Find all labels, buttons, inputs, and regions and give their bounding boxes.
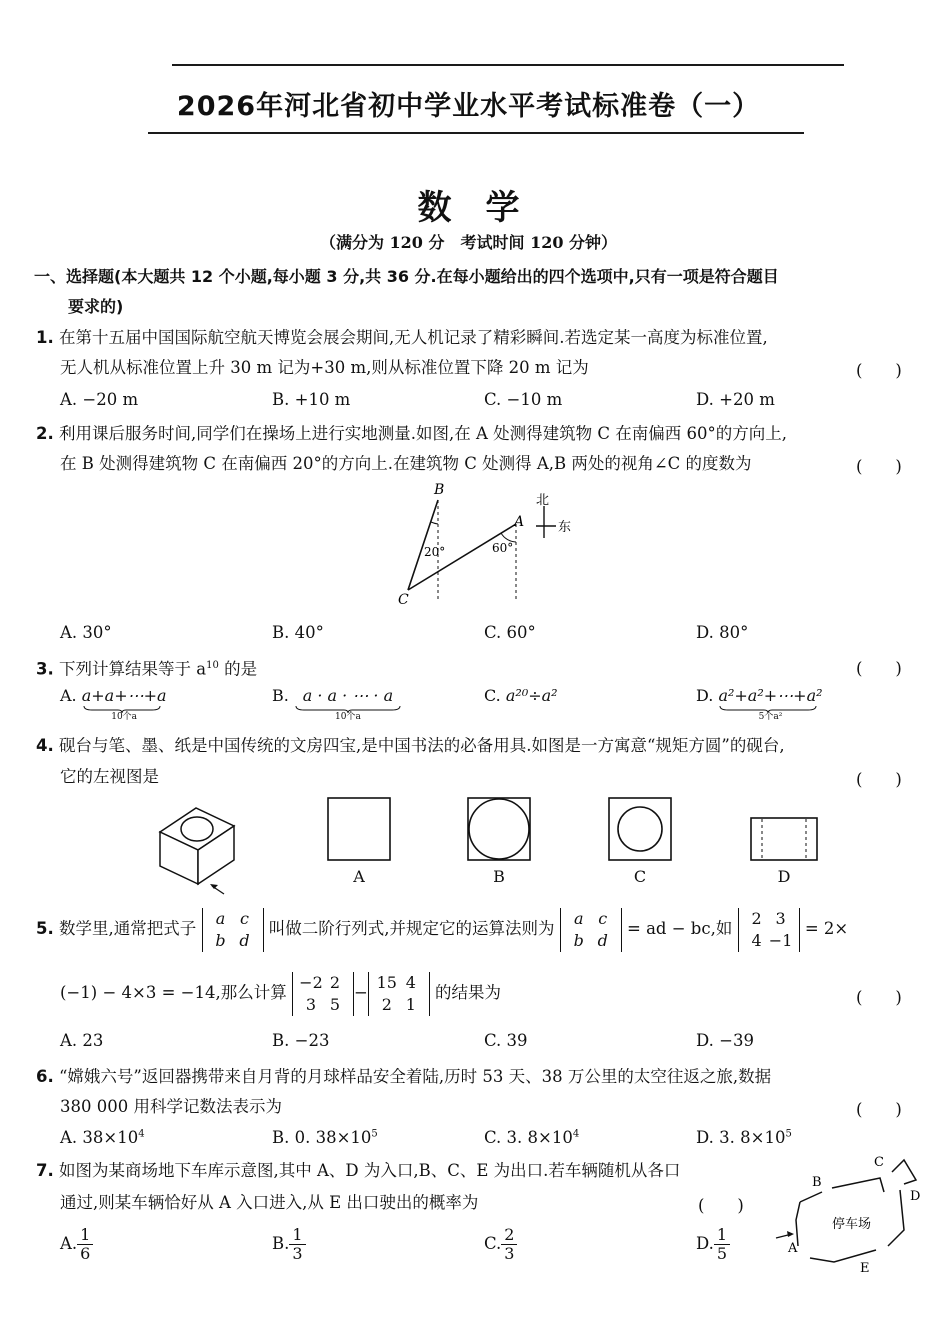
det-entry: d bbox=[239, 930, 250, 950]
option-label: C bbox=[633, 867, 647, 886]
question-text: “嫦娥六号”返回器携带来自月背的月球样品安全着陆,历时 53 天、38 万公里的太空往返之旅,数据 bbox=[59, 1067, 772, 1086]
det-entry: 3 bbox=[775, 908, 786, 928]
numerator: 2 bbox=[501, 1226, 517, 1245]
question-number: 7. bbox=[36, 1161, 54, 1180]
det-entry: c bbox=[240, 908, 249, 928]
question-text: 通过,则某车辆恰好从 A 入口进入,从 E 出口驶出的概率为 bbox=[60, 1193, 479, 1212]
option-text: D. 3. 8×10 bbox=[696, 1128, 786, 1147]
option-d[interactable] bbox=[696, 686, 823, 722]
option-c[interactable] bbox=[484, 686, 558, 705]
answer-blank[interactable]: ( ) bbox=[856, 659, 902, 678]
option-b[interactable]: B. −23 bbox=[272, 1031, 330, 1050]
det-entry: 5 bbox=[329, 994, 341, 1014]
numerator: 1 bbox=[77, 1226, 93, 1245]
fraction bbox=[289, 1226, 305, 1263]
arrowhead-icon bbox=[787, 1231, 794, 1237]
inkstone-3d-figure bbox=[150, 796, 250, 896]
option-a[interactable] bbox=[60, 686, 167, 722]
option-c[interactable]: C. 60° bbox=[484, 623, 536, 642]
question-text: (−1) − 4×3 = −14,那么计算 bbox=[60, 983, 287, 1002]
option-c[interactable] bbox=[484, 1226, 517, 1263]
question-text-line2 bbox=[60, 968, 501, 1018]
angle-b-label: 20° bbox=[424, 545, 446, 559]
point-c-label: C bbox=[398, 592, 409, 608]
question-text: 的是 bbox=[218, 659, 258, 679]
angle-a-label: 60° bbox=[492, 541, 514, 555]
option-d[interactable] bbox=[696, 1128, 792, 1147]
question-text: 的结果为 bbox=[435, 983, 502, 1002]
option-label: B. bbox=[272, 1234, 290, 1253]
denominator: 5 bbox=[716, 1244, 728, 1263]
answer-blank[interactable]: ( ) bbox=[856, 988, 902, 1007]
option-b[interactable] bbox=[467, 797, 531, 886]
point-a-label: A bbox=[514, 514, 525, 530]
minus-sign: − bbox=[353, 983, 368, 1002]
det-entry: 2 bbox=[381, 994, 392, 1014]
question-text: = 2× bbox=[804, 919, 849, 938]
option-text: A. 38×10 bbox=[60, 1128, 139, 1147]
question-text: 它的左视图是 bbox=[60, 767, 159, 786]
option-label: D. bbox=[696, 1234, 714, 1253]
option-label: D. bbox=[696, 686, 714, 705]
exponent: 4 bbox=[572, 1128, 580, 1140]
option-expression: a²+a²+⋯+a² bbox=[718, 686, 823, 705]
compass-east-label: 东 bbox=[558, 520, 572, 535]
answer-blank[interactable]: ( ) bbox=[856, 457, 902, 476]
option-b-view-icon bbox=[467, 797, 531, 861]
exponent: 4 bbox=[138, 1128, 145, 1140]
question-number: 3. bbox=[36, 659, 54, 679]
det-entry: c bbox=[598, 908, 608, 928]
fraction bbox=[501, 1226, 517, 1263]
title-underline bbox=[148, 132, 804, 134]
brace-label: 5个a² bbox=[758, 712, 783, 722]
section-heading-line1: 一、选择题(本大题共 12 个小题,每小题 3 分,共 36 分.在每小题给出的四个选项中,只有一项是符合题目 bbox=[34, 267, 779, 286]
option-label: A. bbox=[60, 1234, 78, 1253]
option-expression: a+a+⋯+a bbox=[81, 686, 167, 705]
option-d[interactable] bbox=[696, 1226, 730, 1263]
answer-blank[interactable]: ( ) bbox=[856, 770, 902, 789]
option-b[interactable] bbox=[272, 1226, 306, 1263]
option-a[interactable]: A. −20 m bbox=[60, 390, 139, 409]
exit-c-label: C bbox=[874, 1155, 884, 1170]
det-entry: 4 bbox=[751, 930, 762, 950]
question-text-line1 bbox=[36, 906, 848, 952]
option-b[interactable] bbox=[272, 1128, 378, 1147]
compass-north-label: 北 bbox=[536, 493, 550, 508]
point-b-label: B bbox=[434, 482, 445, 498]
option-c[interactable]: C. −10 m bbox=[484, 390, 563, 409]
det-entry: −2 bbox=[299, 972, 323, 992]
determinant-example bbox=[738, 908, 800, 952]
option-text: B. 0. 38×10 bbox=[272, 1128, 372, 1147]
denominator: 3 bbox=[292, 1244, 303, 1263]
option-label: B bbox=[493, 867, 505, 886]
option-expression: a · a · ⋯ · a bbox=[302, 686, 394, 705]
direction-angle-figure bbox=[390, 480, 590, 610]
fraction bbox=[714, 1226, 730, 1263]
question-number: 5. bbox=[36, 919, 54, 938]
det-entry: 3 bbox=[305, 994, 317, 1014]
option-c[interactable] bbox=[608, 797, 672, 886]
exponent: 5 bbox=[785, 1128, 792, 1140]
exit-e-label: E bbox=[860, 1261, 870, 1276]
question-number: 1. bbox=[36, 328, 54, 347]
option-expression: a²⁰÷a² bbox=[505, 686, 558, 705]
fraction bbox=[77, 1226, 93, 1263]
section-heading bbox=[34, 262, 924, 322]
brace-label: 10个a bbox=[335, 712, 361, 722]
question-text: 砚台与笔、墨、纸是中国传统的文房四宝,是中国书法的必备用具.如图是一方寓意“规矩方圆”的砚台, bbox=[59, 736, 785, 755]
det-entry: 1 bbox=[405, 994, 416, 1014]
top-rule bbox=[172, 64, 844, 66]
option-d[interactable]: D. −39 bbox=[696, 1031, 754, 1050]
entrance-d-label: D bbox=[910, 1189, 921, 1204]
question-number: 6. bbox=[36, 1067, 54, 1086]
det-entry: d bbox=[597, 930, 608, 950]
question-text: = ad − bc,如 bbox=[627, 919, 733, 938]
determinant-left bbox=[292, 972, 354, 1016]
question-text: 叫做二阶行列式,并规定它的运算法则为 bbox=[268, 919, 555, 938]
det-entry: a bbox=[215, 908, 226, 928]
option-label: C. bbox=[484, 686, 501, 705]
answer-blank[interactable]: ( ) bbox=[856, 361, 902, 380]
numerator: 1 bbox=[289, 1226, 305, 1245]
option-d[interactable] bbox=[750, 817, 818, 886]
answer-blank[interactable]: ( ) bbox=[698, 1196, 744, 1215]
option-a[interactable]: A. 30° bbox=[60, 623, 112, 642]
question-number: 4. bbox=[36, 736, 54, 755]
option-label: A. bbox=[60, 686, 77, 705]
option-c[interactable] bbox=[484, 1128, 579, 1147]
question-text: 数学里,通常把式子 bbox=[59, 919, 197, 938]
option-a[interactable]: A. 23 bbox=[60, 1031, 104, 1050]
det-entry: 15 bbox=[376, 972, 397, 992]
exit-b-label: B bbox=[812, 1175, 822, 1190]
subject-title: 数学 bbox=[417, 188, 554, 228]
brace-label: 10个a bbox=[111, 712, 138, 722]
question-text: 下列计算结果等于 a bbox=[59, 659, 207, 679]
score-info: （满分为 120 分 考试时间 120 分钟） bbox=[319, 233, 618, 252]
exponent: 10 bbox=[206, 660, 219, 671]
option-a-view-icon bbox=[327, 797, 391, 861]
option-text: C. 3. 8×10 bbox=[484, 1128, 573, 1147]
question-text: 在 B 处测得建筑物 C 在南偏西 20°的方向上.在建筑物 C 处测得 A,B 两处的视角∠C 的度数为 bbox=[60, 454, 752, 473]
numerator: 1 bbox=[714, 1226, 730, 1245]
option-label: B. bbox=[272, 686, 289, 705]
answer-blank[interactable]: ( ) bbox=[856, 1100, 902, 1119]
det-entry: 4 bbox=[405, 972, 416, 992]
det-entry: b bbox=[573, 930, 584, 950]
det-entry: 2 bbox=[751, 908, 762, 928]
option-a[interactable] bbox=[327, 797, 391, 886]
parking-lot-figure bbox=[770, 1150, 930, 1280]
option-c-view-icon bbox=[608, 797, 672, 861]
determinant-generic bbox=[202, 908, 264, 952]
det-entry: b bbox=[215, 930, 226, 950]
option-d[interactable]: D. 80° bbox=[696, 623, 749, 642]
option-b[interactable]: B. 40° bbox=[272, 623, 324, 642]
option-label: A bbox=[353, 867, 365, 886]
question-text: 利用课后服务时间,同学们在操场上进行实地测量.如图,在 A 处测得建筑物 C 在南偏西 60°的方向上, bbox=[59, 424, 787, 443]
determinant-rule bbox=[560, 908, 622, 952]
question-text: 无人机从标准位置上升 30 m 记为+30 m,则从标准位置下降 20 m 记为 bbox=[60, 358, 589, 377]
question-text: 在第十五届中国国际航空航天博览会展会期间,无人机记录了精彩瞬间.若选定某一高度为标准位置, bbox=[59, 328, 768, 347]
parking-lot-label: 停车场 bbox=[832, 1217, 872, 1232]
det-entry: 2 bbox=[329, 972, 341, 992]
det-entry: −1 bbox=[768, 930, 793, 950]
question-text: 如图为某商场地下车库示意图,其中 A、D 为入口,B、C、E 为出口.若车辆随机从各口 bbox=[59, 1161, 681, 1180]
exam-title: 2026年河北省初中学业水平考试标准卷（一） bbox=[176, 91, 761, 122]
determinant-right bbox=[368, 972, 430, 1016]
option-d[interactable]: D. +20 m bbox=[696, 390, 775, 409]
question-number: 2. bbox=[36, 424, 54, 443]
option-b[interactable] bbox=[272, 686, 402, 722]
denominator: 3 bbox=[504, 1244, 515, 1263]
question-text: 380 000 用科学记数法表示为 bbox=[60, 1097, 282, 1116]
option-b[interactable]: B. +10 m bbox=[272, 390, 351, 409]
option-a[interactable] bbox=[60, 1128, 145, 1147]
denominator: 6 bbox=[80, 1244, 91, 1263]
view-direction-arrow-icon bbox=[210, 884, 218, 889]
det-entry: a bbox=[573, 908, 584, 928]
option-label: C. bbox=[484, 1234, 502, 1253]
option-a[interactable] bbox=[60, 1226, 93, 1263]
option-c[interactable]: C. 39 bbox=[484, 1031, 528, 1050]
section-heading-line2: 要求的) bbox=[68, 297, 124, 316]
option-d-view-icon bbox=[750, 817, 818, 861]
exponent: 5 bbox=[371, 1128, 378, 1140]
option-label: D bbox=[777, 867, 791, 886]
entrance-a-label: A bbox=[788, 1241, 798, 1256]
